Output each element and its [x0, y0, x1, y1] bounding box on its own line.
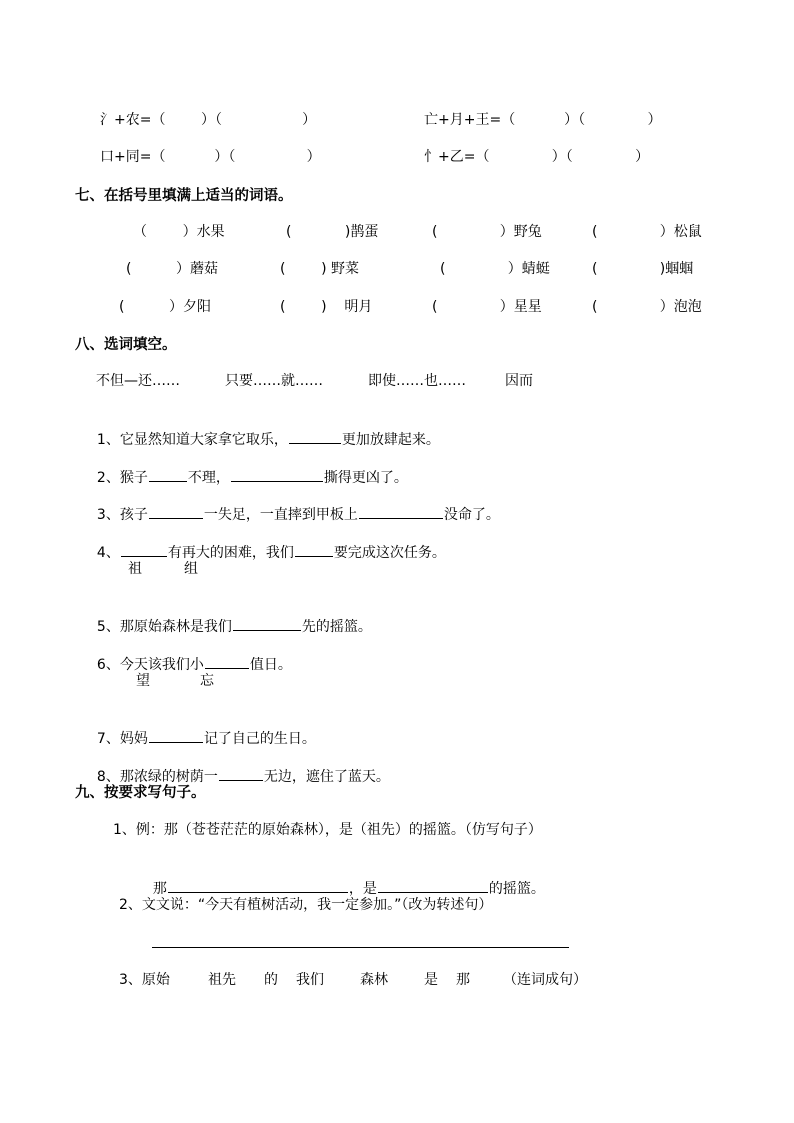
- word-option: 因而: [505, 373, 533, 389]
- question-2: 2、猴子 不理， 撕得更凶了。: [88, 447, 408, 488]
- s9-word: 是: [424, 972, 438, 988]
- s9-question-2: 2、文文说：“今天有植树活动，我一定参加。”（改为转述句）: [119, 897, 493, 913]
- word-option: 不但—还……: [96, 373, 180, 389]
- section9-title: 九、按要求写句子。: [75, 785, 206, 801]
- section7-title: 七、在括号里填满上适当的词语。: [75, 188, 293, 204]
- answer-blank[interactable]: [289, 429, 341, 444]
- question-3: 3、孩子 一失足，一直摔到甲板上 没命了。: [88, 484, 500, 525]
- question-6: 6、今天该我们小 值日。: [88, 634, 292, 675]
- char-choice: 祖: [128, 561, 142, 577]
- s7-item: ( ）蘑菇: [126, 261, 218, 277]
- question-8: 8、那浓绿的树荫一 无边，遮住了蓝天。: [88, 746, 390, 787]
- answer-line[interactable]: [152, 947, 569, 948]
- s7-item: ( ）野兔: [432, 224, 542, 240]
- s9-word: 的: [264, 972, 278, 988]
- char-combo-4: 忄+乙=（ ）（ ）: [424, 149, 650, 165]
- char-combo-3: 口+同=（ ）（ ）: [100, 149, 321, 165]
- s7-item: ( ）松鼠: [592, 224, 702, 240]
- section8-title: 八、选词填空。: [75, 337, 177, 353]
- answer-blank[interactable]: [295, 542, 333, 557]
- question-7: 7、妈妈 记了自己的生日。: [88, 708, 316, 749]
- s7-item: ( ) 野菜: [280, 261, 359, 277]
- s7-item: ( ) 明月: [280, 299, 373, 315]
- s9-fill-line: 那 ，是 的摇篮。: [144, 858, 545, 899]
- s7-item: （ ）水果: [133, 224, 225, 240]
- char-combo-2: 亡+月+王=（ ）（ ）: [424, 112, 662, 128]
- s9-word: 森林: [360, 972, 388, 988]
- answer-blank[interactable]: [149, 728, 203, 743]
- answer-blank[interactable]: [149, 504, 203, 519]
- question-5: 5、那原始森林是我们 先的摇篮。: [88, 596, 372, 637]
- s7-item: ( ）星星: [432, 299, 542, 315]
- answer-blank[interactable]: [219, 766, 263, 781]
- s9-word: 祖先: [208, 972, 236, 988]
- s9-word: 那: [456, 972, 470, 988]
- answer-blank[interactable]: [121, 542, 167, 557]
- char-choice: 组: [184, 561, 198, 577]
- answer-blank[interactable]: [231, 467, 323, 482]
- question-1: 1、它显然知道大家拿它取乐， 更加放肆起来。: [88, 409, 440, 450]
- question-4: 4、 有再大的困难，我们 要完成这次任务。: [88, 522, 446, 563]
- s9-question-1: 1、例：那（苍苍茫茫的原始森林），是（祖先）的摇篮。（仿写句子）: [113, 822, 542, 838]
- answer-blank[interactable]: [149, 467, 187, 482]
- s7-item: ( ）夕阳: [119, 299, 211, 315]
- s9-word: 3、原始: [119, 972, 170, 988]
- s9-word: （连词成句）: [503, 972, 587, 988]
- answer-blank[interactable]: [205, 654, 249, 669]
- answer-blank[interactable]: [378, 878, 488, 893]
- word-option: 只要……就……: [225, 373, 323, 389]
- s7-item: ( )蝈蝈: [592, 261, 694, 277]
- s7-item: ( ）蜻蜓: [440, 261, 550, 277]
- char-combo-1: 氵+农=（ ）（ ）: [100, 112, 317, 128]
- answer-blank[interactable]: [359, 504, 443, 519]
- s7-item: ( ）泡泡: [592, 299, 702, 315]
- char-choice: 忘: [200, 673, 214, 689]
- char-choice: 望: [136, 673, 150, 689]
- s9-word: 我们: [296, 972, 324, 988]
- answer-blank[interactable]: [233, 616, 301, 631]
- s7-item: ( )鹊蛋: [286, 224, 379, 240]
- word-option: 即使……也……: [368, 373, 466, 389]
- answer-blank[interactable]: [168, 878, 348, 893]
